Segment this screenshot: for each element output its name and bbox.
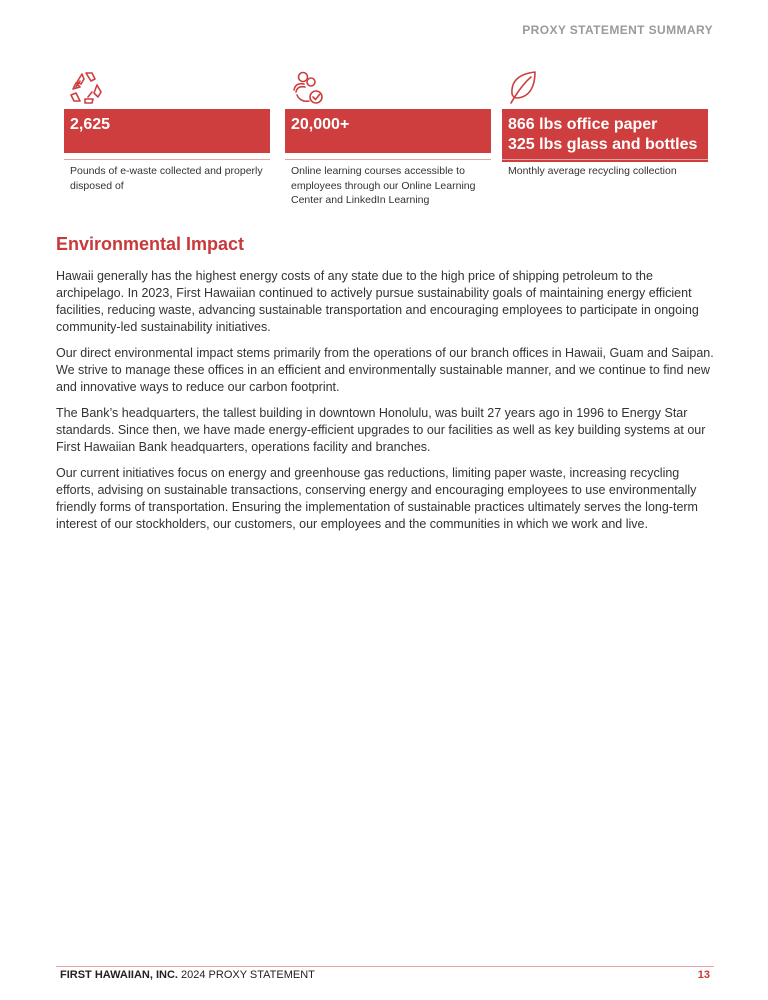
- stat-divider: [285, 159, 491, 160]
- stats-row: [64, 68, 708, 228]
- stat-value: 20,000+: [285, 109, 491, 153]
- body-paragraph: The Bank’s headquarters, the tallest building in downtown Honolulu, was built 27 years ago in 1996 to Energy Star standards. Since then, we have made energy-efficient upgrades to our facilities as well as key building systems at our First Hawaiian Bank headquarters, operations facility and branches.: [56, 406, 706, 454]
- stat-description: Online learning courses accessible to employees through our Online Learning Center and LinkedIn Learning: [291, 165, 476, 206]
- section-body: [56, 268, 714, 542]
- section-title: Environmental Impact: [56, 234, 245, 254]
- footer-title: [60, 969, 315, 981]
- leaf-icon: [504, 68, 544, 108]
- body-paragraph: Hawaii generally has the highest energy costs of any state due to the high price of shipping petroleum to the archipelago. In 2023, First Hawaiian continued to actively pursue sustainability goals of maintaining energy efficient facilities, reducing waste, advancing sustainable transportation and encouraging employees to participate in ongoing community-led sustainability initiatives.: [56, 269, 699, 334]
- page-section-label: PROXY STATEMENT SUMMARY: [522, 23, 713, 37]
- body-paragraph: Our direct environmental impact stems primarily from the operations of our branch offices in Hawaii, Guam and Saipan. We strive to manage these offices in an efficient and environmentally sustainable manner, and we continue to find new and innovative ways to reduce our carbon footprint.: [56, 346, 714, 394]
- body-paragraph: Our current initiatives focus on energy and greenhouse gas reductions, limiting paper waste, increasing recycling efforts, advising on sustainable transactions, conserving energy and encouraging employees to use environmentally friendly forms of transportation. Ensuring the implementation of sustainable practices ultimately serves the long-term interest of our stockholders, our customers, our employees and the communities in which we work and live.: [56, 466, 698, 531]
- people-check-icon: [287, 68, 327, 108]
- stat-value-line-2: 325 lbs glass and bottles: [508, 136, 698, 153]
- stat-description: Monthly average recycling collection: [508, 165, 677, 177]
- footer-company: FIRST HAWAIIAN, INC.: [60, 969, 178, 981]
- stat-value: 2,625: [64, 109, 270, 153]
- stat-divider: [64, 159, 270, 160]
- stat-value-line-1: 866 lbs office paper: [508, 116, 658, 133]
- stat-divider: [502, 159, 708, 160]
- recycle-icon: [66, 68, 106, 108]
- page-number: 13: [697, 969, 710, 981]
- footer-document: 2024 PROXY STATEMENT: [181, 969, 315, 981]
- stat-description: Pounds of e-waste collected and properly disposed of: [70, 165, 263, 192]
- stat-value: [502, 109, 708, 162]
- footer-divider: [56, 966, 714, 967]
